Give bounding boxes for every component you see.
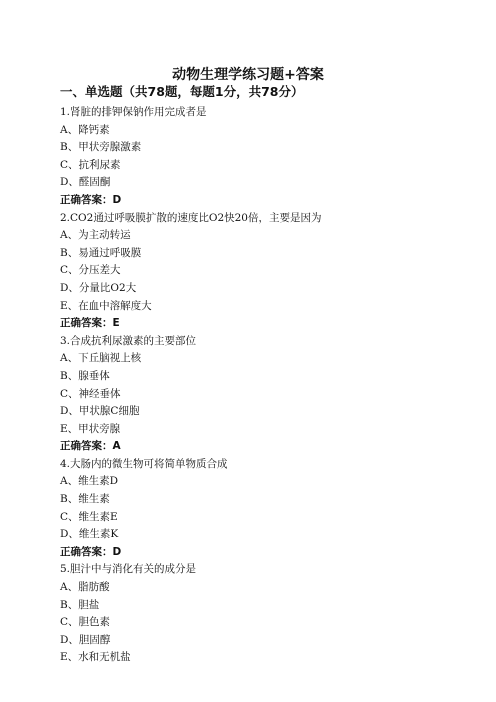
- answer-option: C、抗利尿素: [60, 158, 121, 171]
- answer-option: B、甲状旁腺激素: [60, 141, 142, 154]
- answer-option: B、维生素: [60, 493, 110, 506]
- answer-option: C、神经垂体: [60, 387, 121, 400]
- answer-option: A、脂肪酸: [60, 581, 110, 594]
- answer-option: C、胆色素: [60, 616, 111, 629]
- question-block: [60, 456, 460, 562]
- correct-answer: 正确答案：A: [60, 440, 121, 453]
- answer-option: B、腺垂体: [60, 369, 110, 382]
- answer-option: D、维生素K: [60, 528, 119, 541]
- question-stem: 3.合成抗利尿激素的主要部位: [60, 334, 197, 347]
- question-stem: 2.CO2通过呼吸膜扩散的速度比O2快20倍，主要是因为: [60, 211, 322, 224]
- correct-answer: 正确答案：D: [60, 193, 122, 206]
- answer-option: A、降钙素: [60, 123, 110, 136]
- question-block: [60, 333, 460, 456]
- answer-option: E、甲状旁腺: [60, 422, 121, 435]
- question-block: [60, 104, 460, 210]
- correct-answer: 正确答案：D: [60, 545, 122, 558]
- answer-option: E、在血中溶解度大: [60, 299, 152, 312]
- answer-option: B、胆盐: [60, 598, 100, 611]
- document-title: 动物生理学练习题+答案: [172, 67, 324, 83]
- question-stem: 4.大肠内的微生物可将简单物质合成: [60, 457, 228, 470]
- answer-option: A、为主动转运: [60, 229, 131, 242]
- question-stem: 5.胆汁中与消化有关的成分是: [60, 563, 197, 576]
- question-stem: 1.肾脏的排钾保钠作用完成者是: [60, 106, 207, 118]
- question-list: [60, 104, 460, 667]
- correct-answer: 正确答案：E: [60, 317, 120, 330]
- answer-option: D、甲状腺C细胞: [60, 405, 140, 418]
- answer-option: C、分压差大: [60, 264, 121, 277]
- answer-option: A、维生素D: [60, 475, 119, 488]
- answer-option: D、分量比O2大: [60, 281, 137, 294]
- section-heading: 一、单选题（共78题，每题1分，共78分）: [60, 84, 304, 99]
- answer-option: C、维生素E: [60, 510, 118, 523]
- answer-option: D、胆固醇: [60, 633, 111, 646]
- answer-option: A、下丘脑视上核: [60, 352, 142, 365]
- answer-option: B、易通过呼吸膜: [60, 246, 142, 259]
- answer-option: D、醛固酮: [60, 176, 111, 189]
- answer-option: E、水和无机盐: [60, 651, 131, 664]
- question-block: [60, 561, 460, 667]
- question-block: [60, 210, 460, 333]
